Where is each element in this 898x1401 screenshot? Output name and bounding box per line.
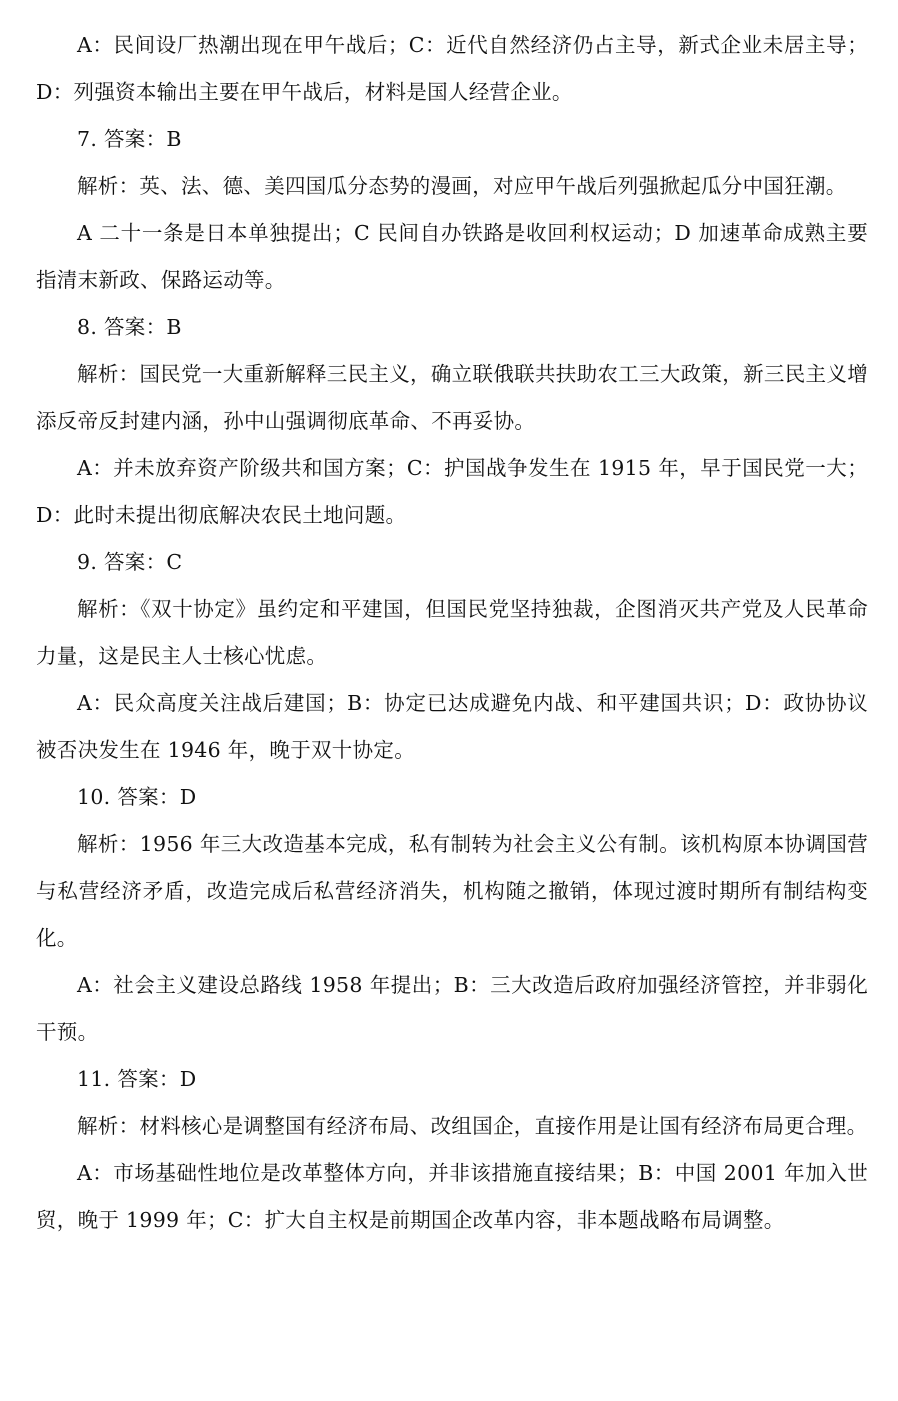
analysis-8-options: A：并未放弃资产阶级共和国方案；C：护国战争发生在 1915 年，早于国民党一大；D：此时未提出彻底解决农民土地问题。	[36, 456, 868, 527]
document-body	[36, 22, 868, 1244]
analysis-9-options: A：民众高度关注战后建国；B：协定已达成避免内战、和平建国共识；D：政协协议被否决发生在 1946 年，晚于双十协定。	[36, 691, 868, 762]
answer-8: 8. 答案：B	[77, 315, 182, 339]
analysis-7: 解析：英、法、德、美四国瓜分态势的漫画，对应甲午战后列强掀起瓜分中国狂潮。	[77, 174, 847, 198]
analysis-10: 解析：1956 年三大改造基本完成，私有制转为社会主义公有制。该机构原本协调国营与私营经济矛盾，改造完成后私营经济消失，机构随之撤销，体现过渡时期所有制结构变化。	[36, 832, 868, 950]
paragraph-analysis-6-options: A：民间设厂热潮出现在甲午战后；C：近代自然经济仍占主导，新式企业未居主导；D：列强资本输出主要在甲午战后，材料是国人经营企业。	[36, 33, 868, 104]
answer-9: 9. 答案：C	[77, 550, 183, 574]
answer-10: 10. 答案：D	[77, 785, 197, 809]
answer-7: 7. 答案：B	[77, 127, 182, 151]
analysis-11-options: A：市场基础性地位是改革整体方向，并非该措施直接结果；B：中国 2001 年加入世贸，晚于 1999 年；C：扩大自主权是前期国企改革内容，非本题战略布局调整。	[36, 1161, 868, 1232]
answer-11: 11. 答案：D	[77, 1067, 197, 1091]
analysis-11: 解析：材料核心是调整国有经济布局、改组国企，直接作用是让国有经济布局更合理。	[77, 1114, 868, 1138]
analysis-10-options: A：社会主义建设总路线 1958 年提出；B：三大改造后政府加强经济管控，并非弱化干预。	[36, 973, 868, 1044]
analysis-9: 解析：《双十协定》虽约定和平建国，但国民党坚持独裁，企图消灭共产党及人民革命力量，这是民主人士核心忧虑。	[36, 597, 868, 668]
analysis-7-options: A 二十一条是日本单独提出；C 民间自办铁路是收回利权运动；D 加速革命成熟主要指清末新政、保路运动等。	[36, 221, 868, 292]
analysis-8: 解析：国民党一大重新解释三民主义，确立联俄联共扶助农工三大政策，新三民主义增添反帝反封建内涵，孙中山强调彻底革命、不再妥协。	[36, 362, 868, 433]
